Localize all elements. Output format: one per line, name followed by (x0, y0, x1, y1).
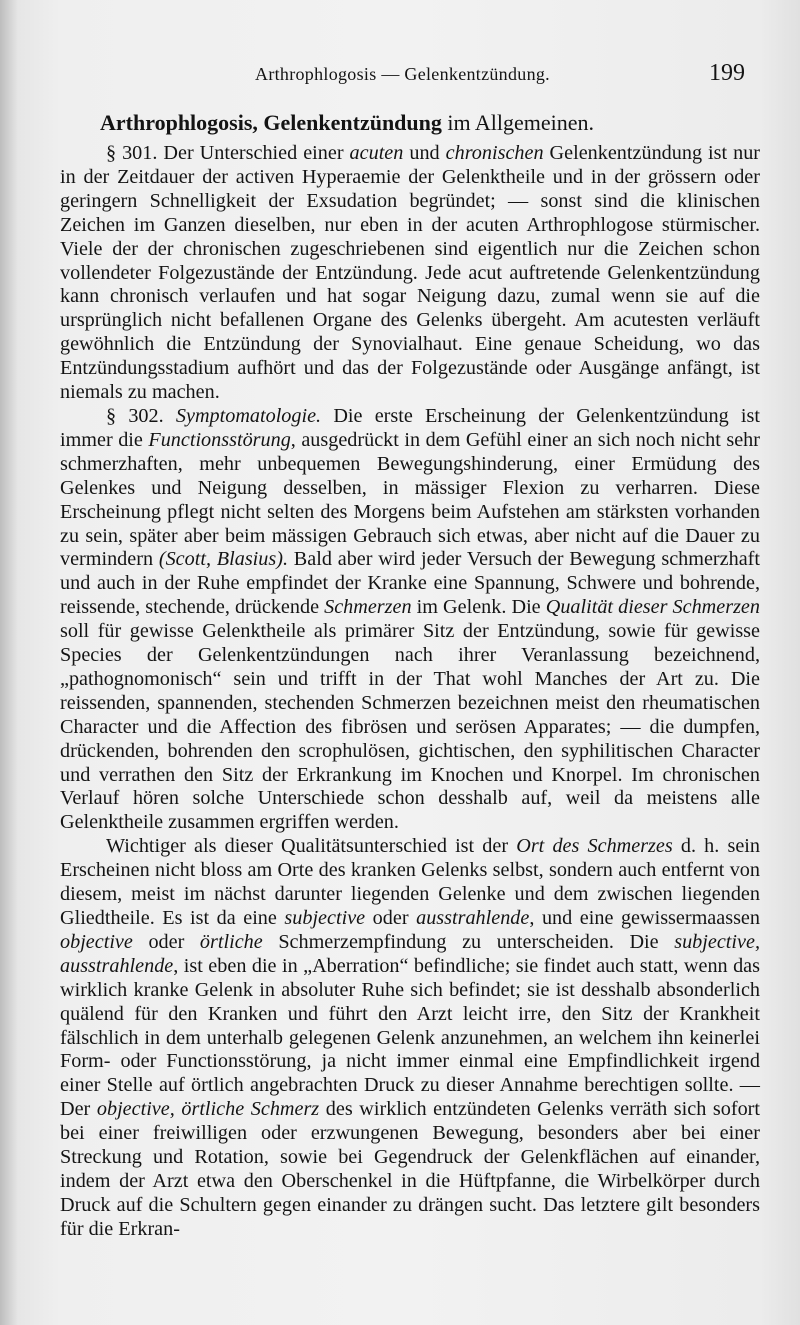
text-run: Der Unterschied einer (157, 142, 350, 164)
running-head (60, 60, 745, 90)
page-number: 199 (709, 60, 745, 86)
text-run: Gelenkentzündung ist nur in der Zeitdauer der activen Hyperaemie der Gelenktheile und in der grössern oder geringern Schnelligkeit der Exsudation begründet; — sonst sind die klinischen Zeichen im Ganzen dieselben, nur eben in der acuten Arthrophlogose stürmischer. Viele der der chronischen zugeschriebenen sind eigentlich nur die Zeichen schon vollendeter Folgezustände der Entzündung. Jede acut auftretende Gelenkentzündung kann chronisch verlaufen und hat sogar Neigung dazu, zumal wenn sie auf die ursprünglich nicht befallenen Organe des Gelenks übergeht. Am acutesten verläuft gewöhnlich die Entzündung der Synovialhaut. Eine genaue Scheidung, wo das Entzündungsstadium aufhört und das der Folgezustände oder Ausgänge anfängt, ist niemals zu machen. (60, 142, 761, 404)
section-heading-rest: im Allgemeinen. (441, 110, 595, 135)
text-run: oder (132, 930, 200, 953)
italic-run: Functionsstörung (148, 428, 291, 451)
paragraph-pain-location (60, 835, 760, 1241)
text-run: des wirklich entzündeten Gelenks verräth sich sofort bei einer freiwilligen oder erzwungenen Bewegung, besonders aber bei einer Streckung und Rotation, sowie bei Gegendruck der Gelenkflächen auf einander, indem der Arzt etwa den Oberschenkel in die Hüftpfanne, die Wirbelkörper durch Druck auf die Schultern gegen einander zu drängen sucht. Das letztere gilt besonders für die Erkran- (60, 1098, 761, 1240)
text-run: d. h. sein Erscheinen nicht bloss am Orte des kranken Gelenks selbst, sondern auch entfernt von diesem, meist im nächst darunter liegenden Gelenke und dem zwischen liegenden Gliedtheile. Es ist da eine (60, 835, 760, 929)
italic-run: Ort des Schmerzes (516, 835, 673, 858)
text-run: Schmerzempfindung zu unterscheiden. Die (262, 930, 675, 953)
text-run: und (403, 142, 446, 164)
text-run: im Gelenk. Die (411, 596, 546, 619)
text-run: soll für gewisse Gelenktheile als primärer Sitz der Entzündung, sowie für gewisse Species der Gelenkentzündungen nach ihrer Veranlassung bezeichnend, „pathognomonisch“ sein und trifft in der That wohl Manches der Art zu. Die reissenden, spannenden, stechenden Schmerzen bezeichnen meist den rheumatischen Character und die Affection des fibrösen und serösen Apparates; — die dumpfen, drückenden, bohrenden den scrophulösen, gichtischen, den syphilitischen Character und verrathen den Sitz der Erkrankung im Knochen und Knorpel. Im chronischen Verlauf hören solche Unterschiede schon desshalb auf, weil da meistens alle Gelenktheile zusammen ergriffen werden. (60, 620, 760, 834)
section-heading (60, 108, 760, 138)
italic-run: örtliche (199, 930, 263, 953)
italic-run: objective, örtliche Schmerz (96, 1098, 320, 1121)
paragraph-302 (60, 405, 760, 835)
italic-run: subjective (284, 907, 366, 929)
text-run: , und eine gewissermaassen (529, 907, 760, 929)
section-heading-bold: Arthrophlogosis, Gelenkentzündung (100, 110, 442, 135)
text-run: , ausgedrückt in dem Gefühl einer an sich noch nicht sehr schmerzhaften, mehr unbequemen Bewegungshinderung, einer Ermüdung des Gelenkes und Neigung desselben, in mässiger Flexion zu verharren. Diese Erscheinung pflegt nicht selten des Morgens beim Aufstehen am stärksten vorhanden zu sein, später aber beim mässigen Gebrauch sich etwas, aber nicht auf die Dauer zu vermindern (60, 428, 761, 571)
text-run: Die erste Erscheinung der Gelenkentzündung ist immer die (60, 404, 760, 451)
italic-run: ausstrahlende (416, 907, 530, 929)
text-run: Bald aber wird jeder Versuch der Bewegung schmerzhaft und auch in der Ruhe empfindet der Kranke eine Spannung, Schwere und bohrende, reissende, stechende, drückende (60, 548, 760, 619)
italic-run: chronischen (445, 142, 544, 164)
italic-run: subjective, ausstrahlende (60, 930, 760, 977)
running-head-title: Arthrophlogosis — Gelenkentzündung. (255, 64, 550, 84)
italic-run: acuten (349, 142, 404, 164)
italic-run: Qualität dieser Schmerzen (545, 596, 760, 619)
section-number-301: § 301. (106, 142, 158, 164)
text-run: , ist eben die in „Aberration“ befindliche; sie findet auch statt, wenn das wirklich kranke Gelenk in absoluter Ruhe sich befindet; sie ist desshalb absonderlich quälend für den Kranken und führt den Arzt leicht irre, den Sitz der Krankheit fälschlich in dem unterhalb gelegenen Gelenk anzunehmen, an welchem ihn keinerlei Form- oder Functionsstörung, ja nicht immer einmal eine Empfindlichkeit irgend einer Stelle auf örtlich angebrachten Druck zu dieser Annahme berechtigen sollte. — Der (60, 954, 760, 1121)
page-body (60, 108, 760, 1242)
paragraph-301 (60, 142, 760, 405)
italic-run: objective (60, 930, 133, 953)
text-run: oder (365, 907, 417, 929)
italic-run: Symptomatologie. (175, 404, 322, 427)
italic-run: (Scott, Blasius). (158, 548, 289, 571)
text-run: Wichtiger als dieser Qualitätsunterschied ist der (106, 835, 517, 858)
section-number-302: § 302. (106, 404, 164, 427)
italic-run: Schmerzen (324, 596, 412, 619)
